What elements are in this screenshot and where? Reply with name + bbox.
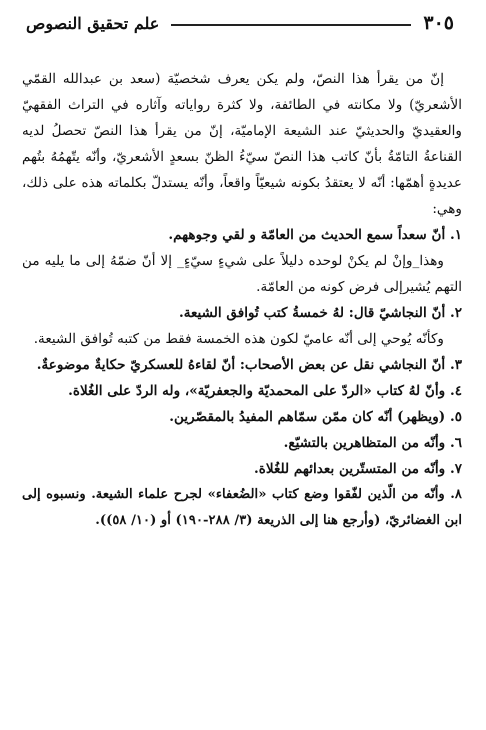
list-item-3: ٣. أنّ النجاشي نقل عن بعض الأصحاب: أنّ لقاءهُ للعسكريّ حكايةٌ موضوعةٌ. — [36, 357, 462, 373]
list-item-1: ١. أنّ سعداً سمع الحديث من العامّة و لقي وجوههم. — [168, 227, 462, 243]
list-item-8: ٨. وأنّه من الّذين لفّقوا وضع كتاب «الضُعفاء» لجرح علماء الشيعة. ونسبوه إلى ابن الغضائريّ، (وأرجع هنا إلى الذريعة (٣/ ٢٨٨-١٩٠) أو (١٠/ ٥٨)). — [22, 487, 462, 528]
list-item-4: ٤. وأنّ لهُ كتاب «الردّ على المحمديّة والجعفريّة»، وله الردّ على الغُلاة. — [68, 383, 462, 399]
page-body — [22, 66, 462, 534]
running-title: علم تحقيق النصوص — [26, 13, 160, 33]
header-rule — [171, 24, 411, 26]
list-item-1-note: وهذا_وإنْ لم يكنْ لوحده دليلاً على شيءٍ سيّءٍ_ إلا أنّ ضمّهُ إلى ما يليه من التهم يُشيرإلى فرض كونه من العامّة. — [22, 253, 462, 295]
list-item-5: ٥. (ويظهر) أنّه كان ممّن سمّاهم المفيدُ بالمقصّرين. — [169, 409, 462, 425]
list-item-7: ٧. وأنّه من المتستّرين بعدائهم للغُلاة. — [253, 461, 462, 477]
list-item-6: ٦. وأنّه من المتظاهرين بالتشيّع. — [283, 435, 462, 451]
running-header — [26, 8, 454, 38]
page-number: ٣٠٥ — [423, 12, 454, 34]
list-item-2: ٢. أنّ النجاشيّ قال: لهُ خمسةُ كتب تُوافق الشيعة. — [178, 305, 462, 321]
list-item-2-note: وكأنّه يُوحي إلى أنّه عاميّ لكون هذه الخمسة فقط من كتبه تُوافق الشيعة. — [33, 331, 444, 347]
intro-paragraph: إنّ من يقرأ هذا النصّ، ولم يكن يعرف شخصيّة (سعد بن عبدالله القمّي الأشعريّ) ولا مكانته في الطائفة، ولا كثرة رواياته وآثاره في التراث الفقهيّ والعقيديّ والحديثيّ عند الشيعة الإماميّة، إنّ من يقرأ هذا النصّ تحصلُ لديه القناعةُ التامّةُ بأنّ كاتب هذا النصّ سيّءُ الظنّ بسعدٍ الأشعريّ، وأنّه يتّهمُهُ بتُهم عديدةٍ أهمّها: أنّه لا يعتقدُ بكونه شيعيّاً واقعاً، وأنّه يستدلّ بكلماته هذه على ذلك، وهي: — [22, 71, 462, 217]
